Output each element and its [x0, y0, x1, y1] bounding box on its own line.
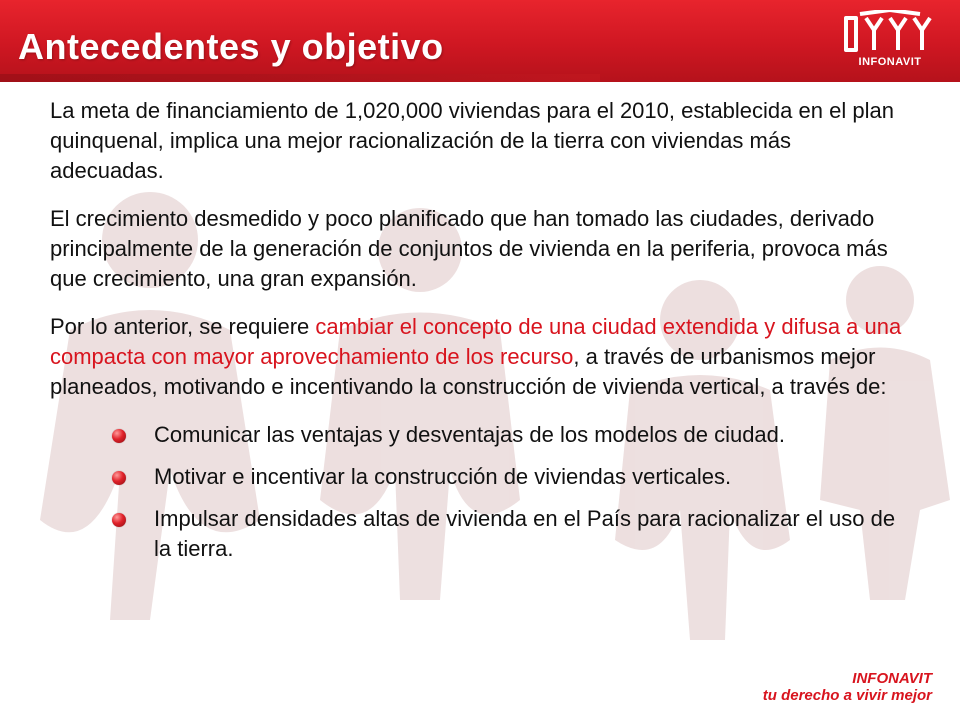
- list-item-text: Comunicar las ventajas y desventajas de los modelos de ciudad.: [154, 422, 786, 447]
- paragraph-objective: [50, 312, 910, 402]
- bullet-dot-icon: [112, 513, 126, 527]
- list-item-text: Impulsar densidades altas de vivienda en el País para racionalizar el uso de la tierra.: [154, 506, 896, 561]
- page-title: Antecedentes y objetivo: [18, 26, 444, 67]
- infonavit-logo: [840, 10, 940, 76]
- paragraph-goal: La meta de financiamiento de 1,020,000 viviendas para el 2010, establecida en el plan quinquenal, implica una mejor racionalización de la tierra con viviendas más adecuadas.: [50, 98, 894, 183]
- bullet-list: [50, 420, 910, 564]
- list-item: [106, 504, 910, 564]
- list-item: [106, 420, 910, 450]
- objective-intro: Por lo anterior, se requiere: [50, 314, 316, 339]
- footer-tagline: tu derecho a vivir mejor: [762, 687, 932, 704]
- bullet-dot-icon: [112, 429, 126, 443]
- logo-text: INFONAVIT: [858, 56, 922, 68]
- list-item: [106, 462, 910, 492]
- slide-content: [50, 96, 910, 576]
- footer-brand: [763, 670, 932, 704]
- objective-highlight: cambiar el concepto de una ciudad extendida y difusa a una compacta con mayor aprovechamiento de los recurso: [50, 314, 902, 369]
- list-item-text: Motivar e incentivar la construcción de viviendas verticales.: [154, 464, 732, 489]
- footer-brand-name: INFONAVIT: [852, 670, 932, 687]
- objective-rest: , a través de urbanismos mejor planeados, motivando e incentivando la construcción de vivienda vertical, a través de:: [50, 344, 887, 399]
- paragraph-growth: El crecimiento desmedido y poco planificado que han tomado las ciudades, derivado principalmente de la generación de conjuntos de vivienda en la periferia, provoca más que crecimiento, una gran expansión.: [50, 206, 888, 291]
- bullet-dot-icon: [112, 471, 126, 485]
- logo-figures-icon: [840, 10, 940, 56]
